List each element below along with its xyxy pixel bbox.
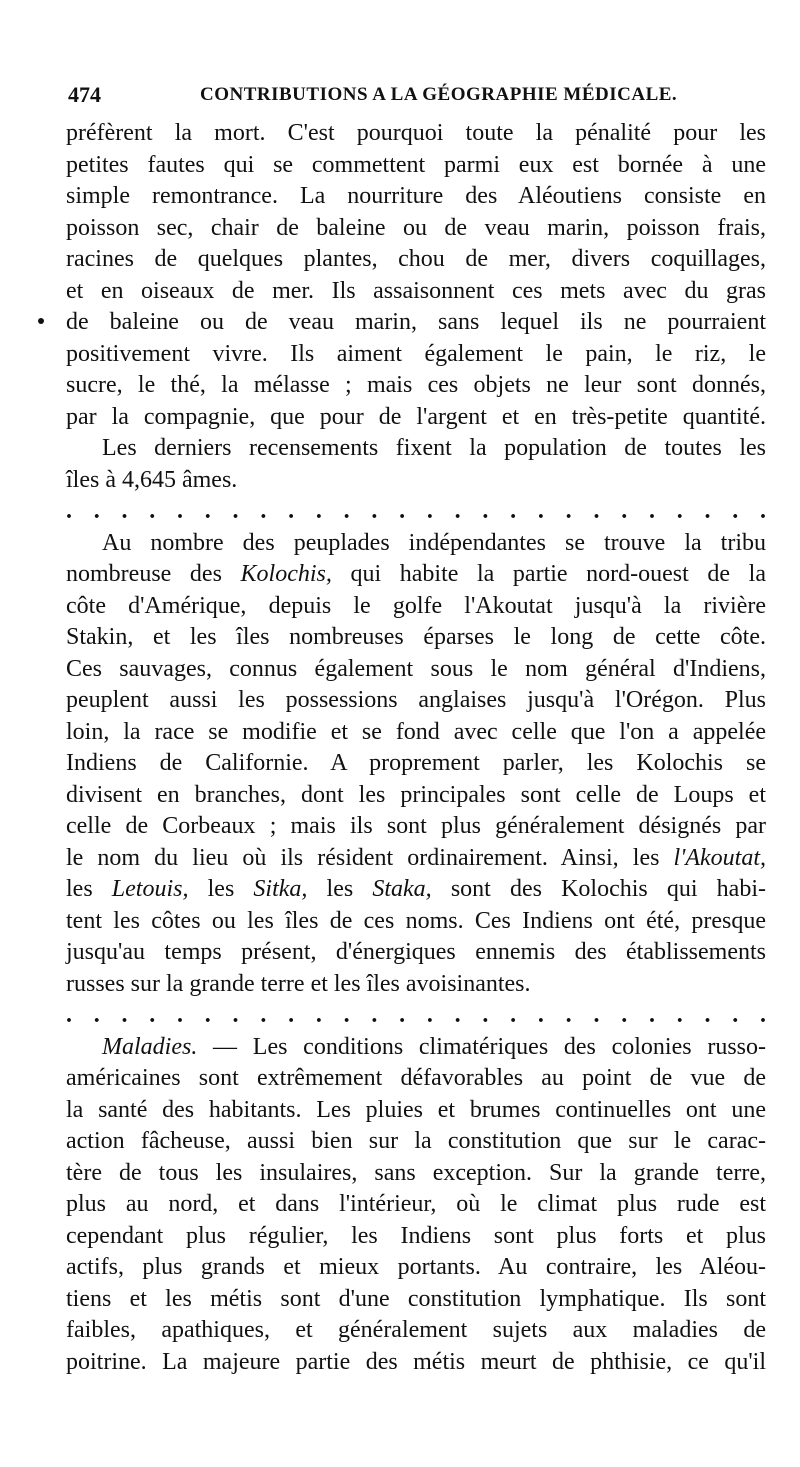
text-line: racines de quelques plantes, chou de mer, divers coquillages, <box>66 246 766 272</box>
text-line: tère de tous les insulaires, sans exception. Sur la grande terre, <box>66 1159 766 1186</box>
text-line: Les derniers recensements fixent la population de toutes les <box>102 435 766 461</box>
italic-name: Sitka, <box>253 876 308 902</box>
text-run: les <box>188 876 254 902</box>
italic-name: Letouis, <box>111 876 189 902</box>
text-line: par la compagnie, que pour de l'argent et en très-petite quantité. <box>66 403 766 430</box>
text-line: côte d'Amérique, depuis le golfe l'Akoutat jusqu'à la rivière <box>66 592 766 619</box>
text-run: qui habite la partie nord-ouest de la <box>331 561 766 587</box>
text-line: poitrine. La majeure partie des métis meurt de phthisie, ce qu'il <box>66 1348 766 1375</box>
text-line: sucre, le thé, la mélasse ; mais ces objets ne leur sont donnés, <box>66 372 766 398</box>
text-run: le nom du lieu où ils résident ordinairement. Ainsi, les <box>66 844 674 871</box>
text-line: tent les côtes ou les îles de ces noms. Ces Indiens ont été, presque <box>66 907 766 934</box>
text-run: nombreuse des <box>66 561 241 587</box>
text-line: îles à 4,645 âmes. <box>66 466 238 493</box>
ellipsis-dots: . . . . . . . . . . . . . . . . . . . . . . . . . . <box>66 498 766 524</box>
text-line: simple remontrance. La nourriture des Aléoutiens consiste en <box>66 183 766 209</box>
body-text <box>66 118 766 1378</box>
italic-name: Kolochis, <box>240 561 332 587</box>
text-line: et en oiseaux de mer. Ils assaisonnent ces mets avec du gras <box>66 277 766 304</box>
text-line <box>66 559 766 591</box>
text-line: tiens et les métis sont d'une constitution lymphatique. Ils sont <box>66 1285 766 1312</box>
text-run: les <box>307 876 373 902</box>
text-line: jusqu'au temps présent, d'énergiques ennemis des établissements <box>66 939 766 965</box>
text-run: sont des Kolochis qui habi- <box>431 876 766 902</box>
text-line: petites fautes qui se commettent parmi eux est bornée à une <box>66 151 766 178</box>
text-line: actifs, plus grands et mieux portants. Au contraire, les Aléou- <box>66 1254 766 1280</box>
text-line: de baleine ou de veau marin, sans lequel ils ne pourraient <box>66 309 766 335</box>
text-line: russes sur la grande terre et les îles avoisinantes. <box>66 970 531 997</box>
section-heading: Maladies. <box>102 1033 198 1060</box>
ellipsis-dots: . . . . . . . . . . . . . . . . . . . . . . . . . . <box>66 1002 766 1028</box>
text-line: positivement vivre. Ils aiment également le pain, le riz, le <box>66 340 766 367</box>
text-line: celle de Corbeaux ; mais ils sont plus généralement désignés par <box>66 813 766 839</box>
running-title: CONTRIBUTIONS A LA GÉOGRAPHIE MÉDICALE. <box>200 84 678 105</box>
text-line: Stakin, et les îles nombreuses éparses le long de cette côte. <box>66 624 766 650</box>
italic-name: Staka, <box>372 876 432 902</box>
text-line <box>66 874 766 906</box>
text-line: américaines sont extrêmement défavorables au point de vue de <box>66 1065 766 1091</box>
text-line <box>66 843 766 875</box>
text-line: Ces sauvages, connus également sous le nom général d'Indiens, <box>66 655 766 682</box>
text-line: préfèrent la mort. C'est pourquoi toute la pénalité pour les <box>66 120 766 146</box>
text-line: peuplent aussi les possessions anglaises jusqu'à l'Orégon. Plus <box>66 687 766 713</box>
text-line: loin, la race se modifie et se fond avec celle que l'on a appelée <box>66 718 766 745</box>
section-heading-line <box>66 1032 766 1064</box>
text-run: — Les conditions climatériques des colonies russo- <box>197 1033 766 1060</box>
page-header <box>68 82 768 116</box>
text-line: faibles, apathiques, et généralement sujets aux maladies de <box>66 1317 766 1343</box>
text-line: poisson sec, chair de baleine ou de veau marin, poisson frais, <box>66 214 766 241</box>
page-number: 474 <box>68 82 101 107</box>
text-line: la santé des habitants. Les pluies et brumes continuelles ont une <box>66 1096 766 1123</box>
text-line: plus au nord, et dans l'intérieur, où le climat plus rude est <box>66 1191 766 1217</box>
text-line: cependant plus régulier, les Indiens sont plus forts et plus <box>66 1222 766 1249</box>
text-line: Au nombre des peuplades indépendantes se trouve la tribu <box>102 529 766 556</box>
margin-mark <box>38 318 44 324</box>
text-line: action fâcheuse, aussi bien sur la constitution que sur le carac- <box>66 1128 766 1154</box>
italic-name: l'Akoutat, <box>673 844 766 871</box>
text-line: Indiens de Californie. A proprement parler, les Kolochis se <box>66 750 766 776</box>
text-line: divisent en branches, dont les principales sont celle de Loups et <box>66 781 766 808</box>
text-run: les <box>66 876 112 902</box>
